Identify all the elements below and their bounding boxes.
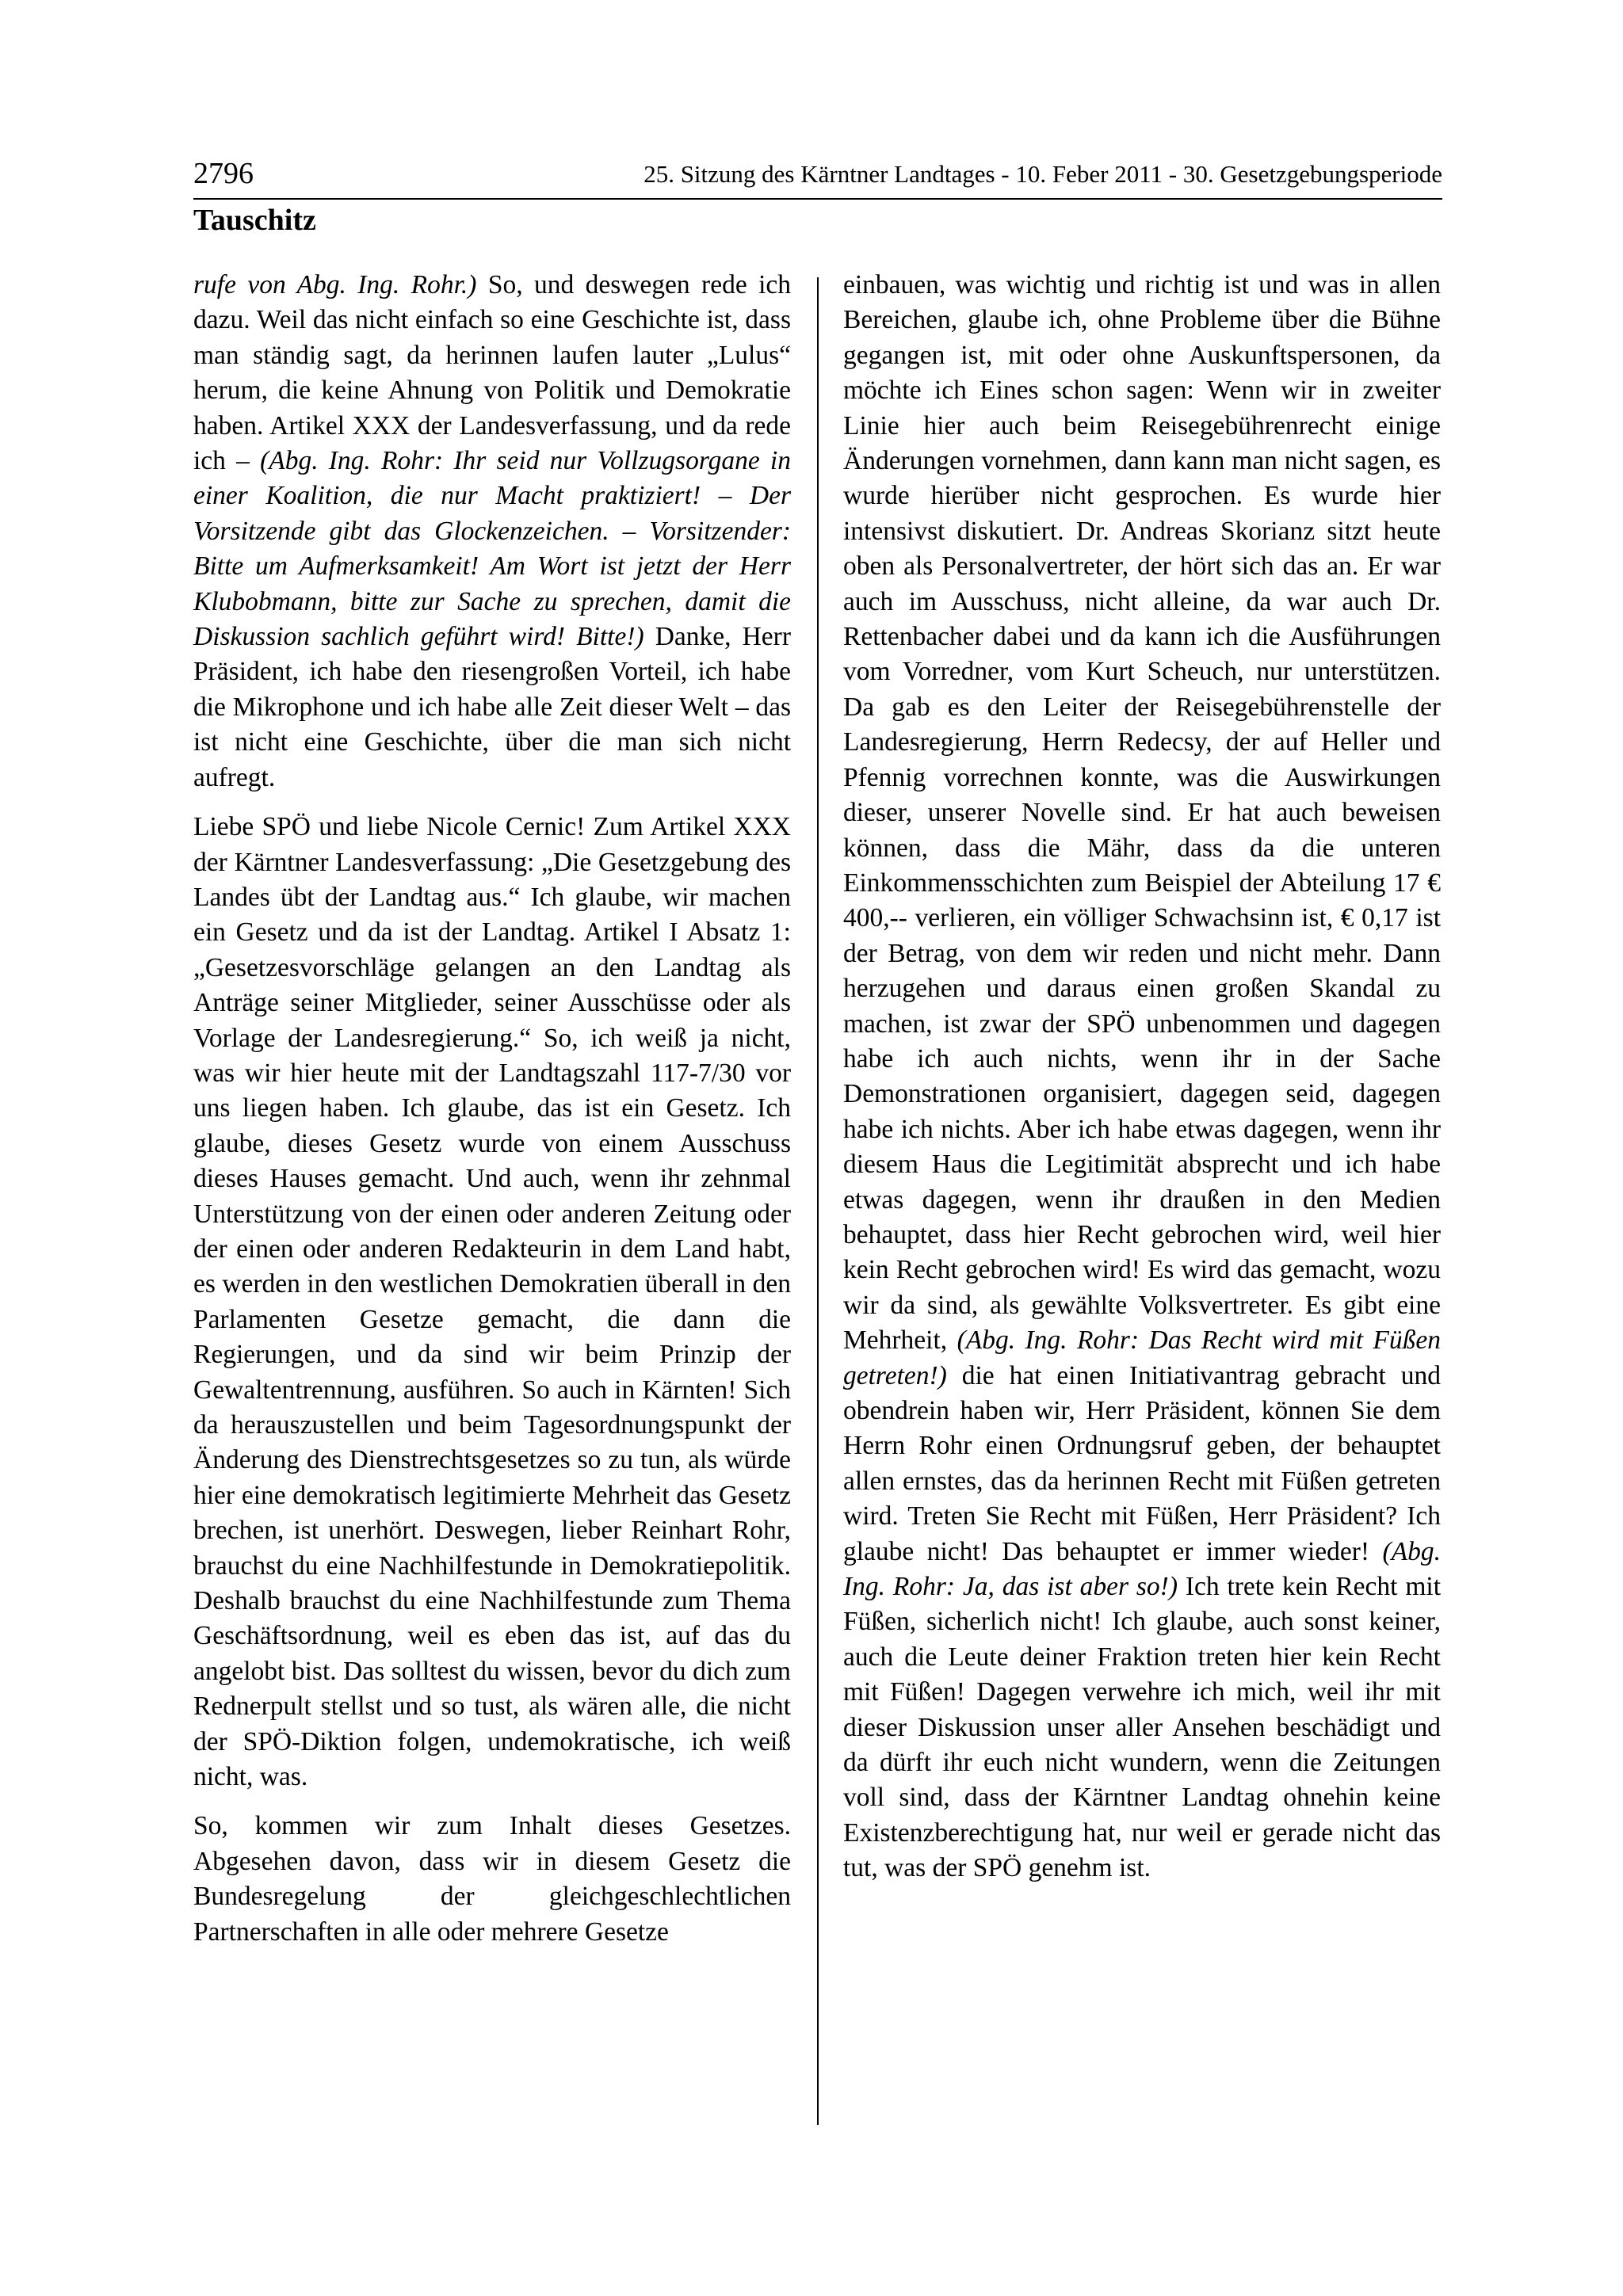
speech-text: So, und deswegen rede ich dazu. Weil das nicht einfach so eine Geschichte ist, dass man ständig sagt, da herinnen laufen lauter „Lulus“ herum, die keine Ahnung von Politik und Demokratie haben. Artikel XXX der Landesverfassung, und da rede ich – [193,270,791,476]
speech-text: Ich trete kein Recht mit Füßen, sicherlich nicht! Ich glaube, auch sonst keiner, auch die Leute deiner Fraktion treten hier kein Recht mit Füßen! Dagegen verwehre ich mich, weil ihr mit dieser Diskussion unser aller Ansehen beschädigt und da dürft ihr euch nicht wundern, wenn die Zeitungen voll sind, dass der Kärntner Landtag ohnehin keine Existenzberechtigung hat, nur weil er gerade nicht das tut, was der SPÖ genehm ist. [843,1572,1442,1883]
interjection-text: (Abg. Ing. Rohr: Ja, das ist aber so!) [843,1536,1441,1602]
speaker-name: Tauschitz [193,204,316,237]
paragraph [843,268,1441,1886]
column-divider [817,277,819,2125]
session-title: 25. Sitzung des Kärntner Landtages - 10. Feber 2011 - 30. Gesetzgebungsperiode [643,160,1442,188]
speech-text: die hat einen Initiativantrag gebracht und obendrein haben wir, Herr Präsident, können Sie dem Herrn Rohr einen Ordnungsruf geben, der behauptet allen ernstes, das da herinnen Recht mit Füßen getreten wird. Treten Sie Recht mit Füßen, Herr Präsident? Ich glaube nicht! Das behauptet er immer wieder! [843,1360,1441,1566]
interjection-text: rufe von Abg. Ing. Rohr.) [193,270,477,299]
speech-text: So, kommen wir zum Inhalt dieses Gesetzes. Abgesehen davon, dass wir in diesem Gesetz die Bundesregelung der gleichgeschlechtlichen Partnerschaften in alle oder mehrere Gesetze [193,1811,791,1947]
speech-text: einbauen, was wichtig und richtig ist und was in allen Bereichen, glaube ich, ohne Probleme über die Bühne gegangen ist, mit oder ohne Auskunftspersonen, da möchte ich Eines schon sagen: Wenn wir in zweiter Linie hier auch beim Reisegebührenrecht einige Änderungen vornehmen, dann kann man nicht sagen, es wurde hierüber nicht gesprochen. Es wurde hier intensivst diskutiert. Dr. Andreas Skorianz sitzt heute oben als Personalvertreter, der hört sich das an. Er war auch im Ausschuss, nicht alleine, da war auch Dr. Rettenbacher dabei und da kann ich die Ausführungen vom Vorredner, vom Kurt Scheuch, nur unterstützen. Da gab es den Leiter der Reisegebührenstelle der Landesregierung, Herrn Redecsy, der auf Heller und Pfennig vorrechnen konnte, was die Auswirkungen dieser, unserer Novelle sind. Er hat auch beweisen können, dass die Mähr, dass da die unteren Einkommensschichten zum Beispiel der Abteilung 17 € 400,-- verlieren, ein völliger Schwachsinn ist, € 0,17 ist der Betrag, von dem wir reden und nicht mehr. Dann herzugehen und daraus einen großen Skandal zu machen, ist zwar der SPÖ unbenommen und dagegen habe ich auch nichts, wenn ihr in der Sache Demonstrationen organisiert, dagegen seid, dagegen habe ich nichts. Aber ich habe etwas dagegen, wenn ihr diesem Haus die Legitimität absprecht und ich habe etwas dagegen, wenn ihr draußen in den Medien behauptet, dass hier Recht gebrochen wird, weil hier kein Recht gebrochen wird! Es wird das gemacht, wozu wir da sind, als gewählte Volksvertreter. Es gibt eine Mehrheit, [843,270,1441,1356]
interjection-text: (Abg. Ing. Rohr: Ihr seid nur Vollzugsorgane in einer Koalition, die nur Macht praktiziert! – Der Vorsitzende gibt das Glockenzeichen. – Vorsitzender: Bitte um Aufmerksamkeit! Am Wort ist jetzt der Herr Klubobmann, bitte zur Sache zu sprechen, damit die Diskussion sachlich geführt wird! Bitte!) [193,446,791,652]
paragraph [193,810,791,1794]
text-column-right [843,268,1441,1901]
text-column-left [193,268,791,1964]
page-number: 2796 [193,157,254,190]
speech-text: Danke, Herr Präsident, ich habe den riesengroßen Vorteil, ich habe die Mikrophone und ich habe alle Zeit dieser Welt – das ist nicht eine Geschichte, über die man sich nicht aufregt. [193,622,791,792]
paragraph [193,268,791,795]
interjection-text: (Abg. Ing. Rohr: Das Recht wird mit Füßen getreten!) [843,1325,1441,1390]
speech-text: Liebe SPÖ und liebe Nicole Cernic! Zum Artikel XXX der Kärntner Landesverfassung: „Die Gesetzgebung des Landes übt der Landtag aus.“ Ich glaube, wir machen ein Gesetz und da ist der Landtag. Artikel I Absatz 1: „Gesetzesvorschläge gelangen an den Landtag als Anträge seiner Mitglieder, seiner Ausschüsse oder als Vorlage der Landesregierung.“ So, ich weiß ja nicht, was wir hier heute mit der Landtagszahl 117-7/30 vor uns liegen haben. Ich glaube, das ist ein Gesetz. Ich glaube, dieses Gesetz wurde von einem Ausschuss dieses Hauses gemacht. Und auch, wenn ihr zehnmal Unterstützung von der einen oder anderen Zeitung oder der einen oder anderen Redakteurin in dem Land habt, es werden in den westlichen Demokratien überall in den Parlamenten Gesetze gemacht, die dann die Regierungen, und da sind wir beim Prinzip der Gewaltentrennung, ausführen. So auch in Kärnten! Sich da herauszustellen und beim Tagesordnungspunkt der Änderung des Dienstrechtsgesetzes so zu tun, als würde hier eine demokratisch legitimierte Mehrheit das Gesetz brechen, ist unerhört. Deswegen, lieber Reinhart Rohr, brauchst du eine Nachhilfestunde in Demokratiepolitik. Deshalb brauchst du eine Nachhilfestunde zum Thema Geschäftsordnung, weil es eben das ist, auf das du angelobt bist. Das solltest du wissen, bevor du dich zum Rednerpult stellst und so tust, als wären alle, die nicht der SPÖ-Diktion folgen, undemokratische, ich weiß nicht, was. [193,812,791,1792]
page-header [193,155,1442,200]
paragraph [193,1809,791,1950]
